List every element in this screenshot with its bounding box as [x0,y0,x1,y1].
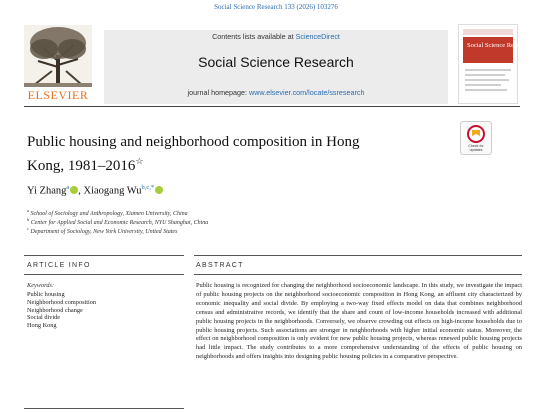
author-affiliation-marker[interactable]: a [66,184,70,191]
article-info-bottom-rule [24,274,184,275]
author-separator: , [78,185,84,197]
affiliation-text: Department of Sociology, New York University, United States [30,229,178,235]
homepage-link[interactable]: www.elsevier.com/locate/ssresearch [249,88,365,97]
affiliation-b [27,217,208,226]
article-title [27,133,447,176]
journal-homepage-line [104,88,448,97]
author-name[interactable]: Yi Zhang [27,185,67,197]
journal-cover-image[interactable] [458,24,531,104]
affiliation-marker: a [27,208,29,213]
affiliation-marker: b [27,217,30,222]
contents-prefix: Contents lists available at [212,32,296,41]
title-line-1: Public housing and neighborhood composition in Hong [27,134,360,150]
check-for-updates-button[interactable] [460,121,492,155]
check-updates-label: Check for updates [468,144,484,153]
contents-line [104,32,448,41]
homepage-prefix: journal homepage: [187,88,250,97]
article-info-heading: ARTICLE INFO [27,262,91,269]
abstract-text: Public housing is recognized for changing the neighborhood socioeconomic landscape. In this study, we investigate the impact of public housing projects on the neighborhood socioeconomic composition in Hong Kong, an affluent city characterized by economic inequality and social divide. By employing a two-way fixed effects model on data that combines neighborhood census and administrative records, we identify that the share and count of low-income households increased with additional public housing projects in the neighborhoods. Conversely, we observe crowding out effects on high-income households due to public housing projects. Such associations are stronger in neighborhoods with higher initial economic status. Moreover, the effect on neighborhood composition is only evident for new public housing projects, whereas renewed public housing projects had little impact. The study contributes to a more comprehensive understanding of the effects of public housing on neighborhoods and offers insights into designing public housing policies in a comparative perspective. [196,282,522,361]
abstract-bottom-rule [194,274,522,275]
header-divider [24,106,520,107]
citation-line[interactable]: Social Science Research 133 (2026) 103276 [214,3,338,11]
affiliation-text: School of Sociology and Anthropology, Xiamen University, China [30,211,188,217]
keywords-end-rule [24,408,184,409]
affiliation-a [27,208,188,217]
affiliation-marker: c [27,226,29,231]
keyword-item: Social divide [27,314,61,322]
cover-title-text: Social Science Research [467,42,531,49]
keywords-list [27,291,96,330]
affiliation-text: Center for Applied Social and Economic Research, NYU Shanghai, China [30,220,209,226]
title-line-2: Kong, 1981–2016 [27,158,136,174]
author-name[interactable]: Xiaogang Wu [83,185,142,197]
keyword-item: Public housing [27,291,65,298]
keywords-label: Keywords: [27,282,55,289]
author-list [27,184,163,197]
keyword-item: Neighborhood composition [27,298,97,306]
affiliation-c [27,226,177,235]
abstract-heading: ABSTRACT [196,262,244,269]
elsevier-wordmark: ELSEVIER [27,88,89,102]
abstract-top-rule [194,255,522,256]
orcid-icon[interactable] [155,186,163,194]
check-updates-icon [461,124,491,144]
journal-title[interactable]: Social Science Research [198,54,354,70]
article-info-top-rule [24,255,184,256]
keyword-item: Neighborhood change [27,306,83,314]
sciencedirect-link[interactable]: ScienceDirect [295,32,340,41]
title-footnote-star[interactable]: ☆ [135,156,144,166]
author-affiliation-marker[interactable]: b,c,* [141,184,155,191]
keyword-item: Hong Kong [27,322,57,330]
